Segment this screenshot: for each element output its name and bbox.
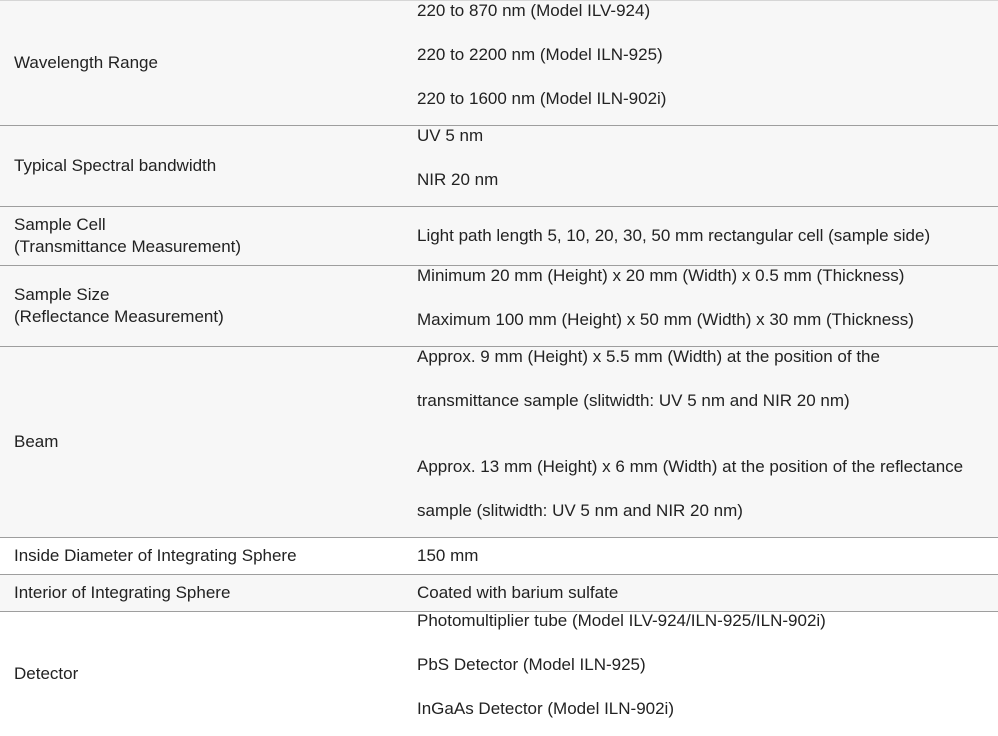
spec-value-line: Maximum 100 mm (Height) x 50 mm (Width) x 30 mm (Thickness) bbox=[417, 309, 914, 329]
spec-value-line: sample (slitwidth: UV 5 nm and NIR 20 nm) bbox=[417, 500, 743, 520]
spec-label bbox=[0, 207, 403, 266]
spec-value bbox=[403, 207, 998, 266]
spec-label-text: Interior of Integrating Sphere bbox=[14, 583, 231, 602]
spec-row-interior-sphere bbox=[0, 575, 998, 612]
spec-label bbox=[0, 575, 403, 612]
spec-value-line: PbS Detector (Model ILN-925) bbox=[417, 655, 646, 675]
spec-value-line: 220 to 1600 nm (Model ILN-902i) bbox=[417, 88, 667, 108]
spec-value-line: UV 5 nm bbox=[417, 125, 484, 145]
spec-label bbox=[0, 347, 403, 538]
spec-row-wavelength-range bbox=[0, 1, 998, 126]
spec-label-text: Beam bbox=[14, 432, 59, 451]
spec-label bbox=[0, 612, 403, 736]
spec-label bbox=[0, 1, 403, 126]
spec-value bbox=[403, 538, 998, 575]
spec-row-inside-diameter bbox=[0, 538, 998, 575]
spec-value-line: transmittance sample (slitwidth: UV 5 nm and NIR 20 nm) bbox=[417, 390, 850, 410]
spec-value bbox=[403, 612, 998, 736]
spec-label-subtext: (Transmittance Measurement) bbox=[14, 237, 242, 256]
spec-label-text: Detector bbox=[14, 663, 79, 683]
spec-value bbox=[403, 575, 998, 612]
spec-value-line: Photomultiplier tube (Model ILV-924/ILN-925/ILN-902i) bbox=[417, 611, 826, 631]
spec-row-sample-cell bbox=[0, 207, 998, 266]
spec-label-text: Sample Cell bbox=[14, 215, 106, 234]
spec-row-sample-size bbox=[0, 266, 998, 347]
spec-value-line: InGaAs Detector (Model ILN-902i) bbox=[417, 699, 674, 719]
spec-row-detector bbox=[0, 612, 998, 736]
spec-row-beam bbox=[0, 347, 998, 538]
spec-value-line: Coated with barium sulfate bbox=[417, 583, 619, 602]
spec-value-line: Minimum 20 mm (Height) x 20 mm (Width) x 0.5 mm (Thickness) bbox=[417, 265, 905, 285]
spec-label-text: Inside Diameter of Integrating Sphere bbox=[14, 546, 297, 565]
spec-value bbox=[403, 1, 998, 126]
spec-label-text: Sample Size bbox=[14, 285, 110, 304]
spec-value-line: 220 to 2200 nm (Model ILN-925) bbox=[417, 44, 663, 64]
spec-value-line: 220 to 870 nm (Model ILV-924) bbox=[417, 0, 651, 20]
spec-value-line: Approx. 13 mm (Height) x 6 mm (Width) at the position of the reflectance bbox=[417, 456, 964, 476]
spec-value bbox=[403, 347, 998, 538]
spec-value bbox=[403, 266, 998, 347]
spec-value-line: 150 mm bbox=[417, 546, 479, 565]
spec-value-line: NIR 20 nm bbox=[417, 169, 499, 189]
spec-label-text: Wavelength Range bbox=[14, 53, 158, 72]
spec-label-text: Typical Spectral bandwidth bbox=[14, 156, 217, 175]
spec-value-line: Light path length 5, 10, 20, 30, 50 mm rectangular cell (sample side) bbox=[417, 226, 931, 245]
spec-label bbox=[0, 126, 403, 207]
spec-label-subtext: (Reflectance Measurement) bbox=[14, 307, 224, 326]
spec-label bbox=[0, 266, 403, 347]
spec-label bbox=[0, 538, 403, 575]
spec-value bbox=[403, 126, 998, 207]
spec-value-line: Approx. 9 mm (Height) x 5.5 mm (Width) at the position of the bbox=[417, 346, 880, 366]
spec-row-spectral-bandwidth bbox=[0, 126, 998, 207]
